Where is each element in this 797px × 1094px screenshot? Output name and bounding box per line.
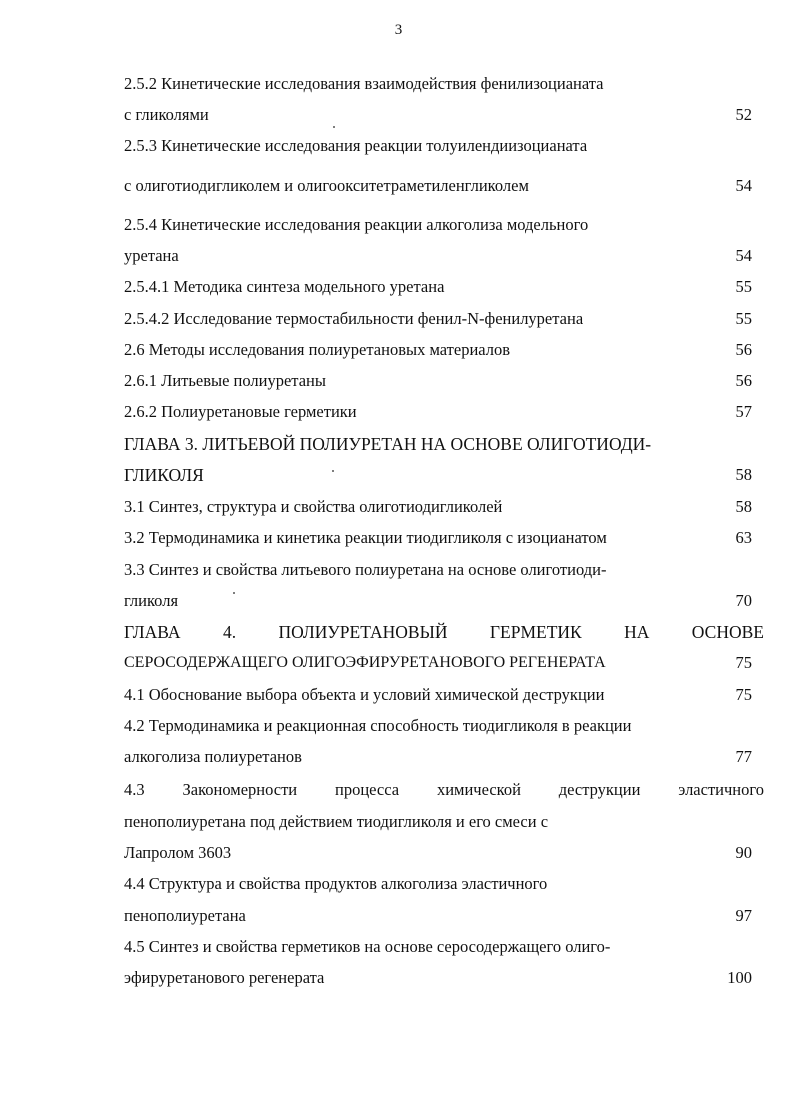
toc-entry-page: 57 (735, 402, 752, 421)
toc-entry-page: 77 (735, 747, 752, 766)
toc-entry-title-cont: уретана (124, 246, 179, 265)
word: процесса (335, 780, 400, 799)
toc-entry-page: 97 (735, 906, 752, 925)
word: ГЕРМЕТИК (489, 622, 582, 642)
toc-entry-title: 4.4 Структура и свойства продуктов алкоголиза эластичного (124, 874, 548, 893)
toc-entry-title-cont: пенополиуретана (124, 906, 246, 925)
toc-entry-page: 90 (735, 843, 752, 862)
scan-speck (333, 126, 335, 128)
toc-entry-page: 70 (735, 591, 752, 610)
toc-entry-title-cont: пенополиуретана под действием тиодигликоля и его смеси с (124, 812, 549, 831)
scan-speck (233, 592, 235, 594)
toc-entry-title: 3.2 Термодинамика и кинетика реакции тиодигликоля с изоцианатом (124, 528, 607, 547)
page-number: 3 (394, 22, 403, 38)
toc-entry-page: 75 (735, 653, 752, 672)
toc-entry-title-cont: алкоголиза полиуретанов (124, 747, 302, 766)
word: эластичного (678, 780, 764, 799)
toc-entry-page: 100 (727, 968, 752, 987)
toc-entry-title-cont: гликоля (124, 591, 179, 610)
toc-chapter-title (124, 622, 764, 642)
toc-entry-page: 63 (735, 528, 752, 547)
toc-entry-title: 2.5.4.1 Методика синтеза модельного уретана (124, 277, 445, 296)
word: Закономерности (182, 780, 298, 799)
toc-entry-title: 2.5.3 Кинетические исследования реакции толуилендиизоцианата (124, 136, 588, 155)
word: 4. (222, 622, 237, 642)
toc-entry-page: 56 (735, 371, 752, 390)
toc-chapter-title: ГЛАВА 3. ЛИТЬЕВОЙ ПОЛИУРЕТАН НА ОСНОВЕ ОЛИГОТИОДИ- (124, 434, 652, 454)
toc-entry-page: 55 (735, 277, 752, 296)
toc-entry-title: 2.5.4 Кинетические исследования реакции алкоголиза модельного (124, 215, 589, 234)
toc-entry-title: 3.3 Синтез и свойства литьевого полиуретана на основе олиготиоди- (124, 560, 607, 579)
toc-entry-title: 2.6.1 Литьевые полиуретаны (124, 371, 326, 390)
toc-entry-title-cont: с олиготиодигликолем и олигоокситетраметиленгликолем (124, 176, 529, 195)
word: ПОЛИУРЕТАНОВЫЙ (278, 622, 448, 642)
toc-entry-title: 2.5.2 Кинетические исследования взаимодействия фенилизоцианата (124, 74, 604, 93)
toc-entry-page: 58 (735, 465, 752, 484)
toc-entry-title-cont: эфируретанового регенерата (124, 968, 325, 987)
scan-speck (332, 470, 334, 472)
toc-entry-title: 2.6.2 Полиуретановые герметики (124, 402, 357, 421)
word: ГЛАВА (124, 622, 181, 642)
toc-entry-title: 3.1 Синтез, структура и свойства олиготиодигликолей (124, 497, 503, 516)
toc-entry-page: 55 (735, 309, 752, 328)
word: химической (436, 780, 521, 799)
toc-chapter-title-cont: СЕРОСОДЕРЖАЩЕГО ОЛИГОЭФИРУРЕТАНОВОГО РЕГЕНЕРАТА (124, 654, 606, 671)
toc-entry-title-cont: Лапролом 3603 (124, 843, 232, 862)
toc-entry-page: 54 (735, 246, 752, 265)
word: деструкции (558, 780, 641, 799)
toc-entry-title-cont: с гликолями (124, 105, 209, 124)
toc-entry-page: 54 (735, 176, 752, 195)
toc-entry-title: 2.5.4.2 Исследование термостабильности фенил-N-фенилуретана (124, 309, 584, 328)
toc-entry-title: 4.5 Синтез и свойства герметиков на основе серосодержащего олиго- (124, 937, 611, 956)
word: НА (624, 622, 650, 642)
toc-entry-title: 4.2 Термодинамика и реакционная способность тиодигликоля в реакции (124, 716, 632, 735)
toc-entry-page: 58 (735, 497, 752, 516)
toc-entry-title (124, 780, 764, 800)
toc-entry-page: 56 (735, 340, 752, 359)
toc-entry-title: 4.1 Обоснование выбора объекта и условий химической деструкции (124, 685, 605, 704)
toc-entry-page: 75 (735, 685, 752, 704)
toc-chapter-title-cont: ГЛИКОЛЯ (124, 465, 204, 485)
toc-entry-title: 2.6 Методы исследования полиуретановых материалов (124, 340, 511, 359)
word: ОСНОВЕ (691, 622, 764, 642)
toc-entry-page: 52 (735, 105, 752, 124)
word: 4.3 (124, 780, 145, 799)
